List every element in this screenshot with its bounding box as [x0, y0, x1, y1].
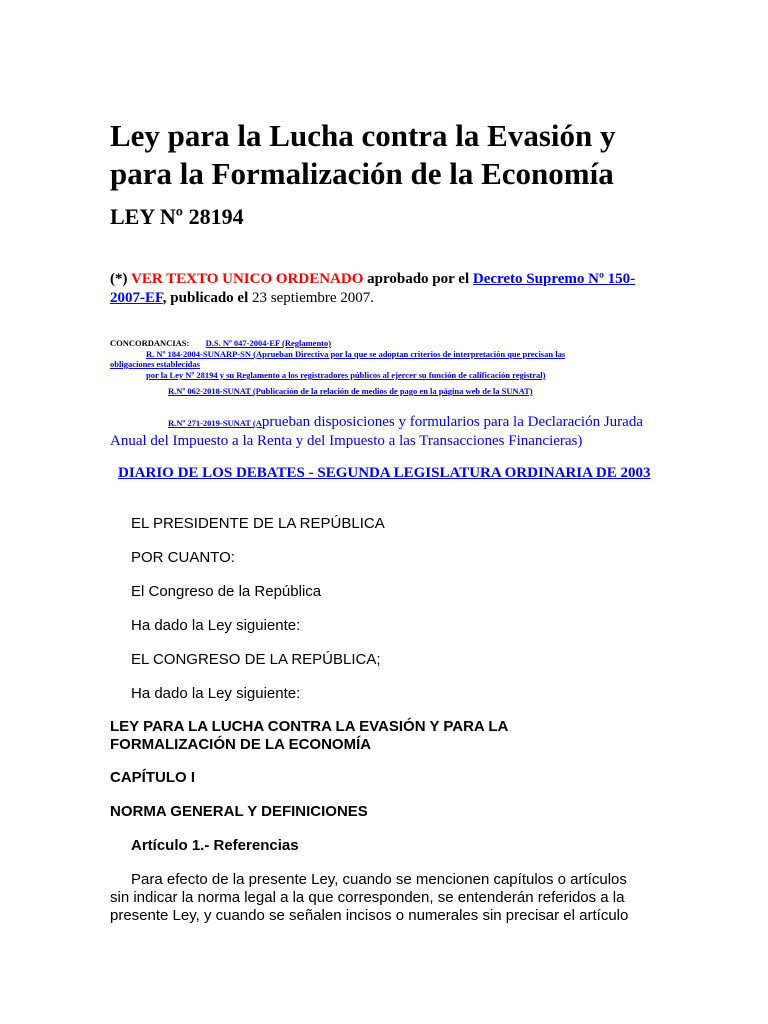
article-heading: Artículo 1.- Referencias — [131, 837, 299, 854]
law-heading-line-1: LEY PARA LA LUCHA CONTRA LA EVASIÓN Y PARA LA — [110, 718, 509, 735]
decreto-supremo-link[interactable]: Decreto Supremo Nº 150-2007-EF — [110, 271, 636, 306]
ha-dado-line-2: Ha dado la Ley siguiente: — [131, 685, 301, 702]
chapter-title: NORMA GENERAL Y DEFINICIONES — [110, 803, 368, 820]
title-line-1: Ley para la Lucha contra la Evasión y — [110, 118, 616, 153]
tuo-mid: aprobado por el — [363, 271, 473, 287]
tuo-prefix: (*) — [110, 271, 131, 287]
law-heading-line-2: FORMALIZACIÓN DE LA ECONOMÍA — [110, 736, 372, 753]
presidente-line: EL PRESIDENTE DE LA REPÚBLICA — [131, 515, 385, 532]
tuo-date: 23 septiembre 2007. — [251, 290, 375, 306]
ha-dado-line-1: Ha dado la Ley siguiente: — [131, 617, 301, 634]
concordancias-line-1 — [110, 338, 331, 348]
law-number: LEY Nº 28194 — [110, 204, 244, 229]
title-line-2: para la Formalización de la Economía — [110, 156, 614, 191]
concordancia-r-184: R. Nº 184-2004-SUNARP-SN (Aprueban Directiva por la que se adoptan criterios de interpretación que precisan las — [146, 349, 566, 359]
diario-debates-link[interactable]: DIARIO DE LOS DEBATES - SEGUNDA LEGISLATURA ORDINARIA DE 2003 — [118, 465, 651, 481]
tuo-red-label: VER TEXTO UNICO ORDENADO — [130, 271, 364, 287]
article-text-line-1: Para efecto de la presente Ley, cuando se mencionen capítulos o artículos — [131, 871, 627, 888]
rn271-code: R.Nº 271-2019-SUNAT (A — [168, 418, 262, 428]
tuo-notice — [110, 270, 658, 308]
concordancias-label: CONCORDANCIAS: — [110, 338, 190, 348]
concordancia-rn-271[interactable] — [110, 413, 658, 450]
congreso-caps-line: EL CONGRESO DE LA REPÚBLICA; — [131, 651, 381, 668]
article-text-line-3: presente Ley, y cuando se señalen incisos o numerales sin precisar el artículo — [110, 907, 629, 924]
concordancia-r-184-cont: obligaciones establecidas — [110, 359, 200, 369]
concordancia-r-184-cont2: por la Ley Nº 28194 y su Reglamento a los registradores públicos al ejercer su función de calificación registral) — [146, 370, 546, 380]
rn271-text: prueban disposiciones y formularios para la Declaración Jurada Anual del Impuesto a la Renta y del Impuesto a las Transacciones Financieras) — [110, 414, 643, 449]
congreso-line: El Congreso de la República — [131, 583, 322, 600]
concordancia-rn-062: R.Nº 062-2018-SUNAT (Publicación de la relación de medios de pago en la página web de la SUNAT) — [168, 386, 533, 396]
document-title — [110, 117, 670, 193]
por-cuanto-line: POR CUANTO: — [131, 549, 235, 566]
concordancia-ds-047[interactable]: D.S. Nº 047-2004-EF (Reglamento) — [205, 338, 332, 348]
law-heading — [110, 718, 670, 754]
chapter-label: CAPÍTULO I — [110, 769, 195, 786]
tuo-after-link: , publicado el — [162, 290, 252, 306]
article-text-line-2: sin indicar la norma legal a la que corresponden, se entenderán referidos a la — [110, 889, 625, 906]
